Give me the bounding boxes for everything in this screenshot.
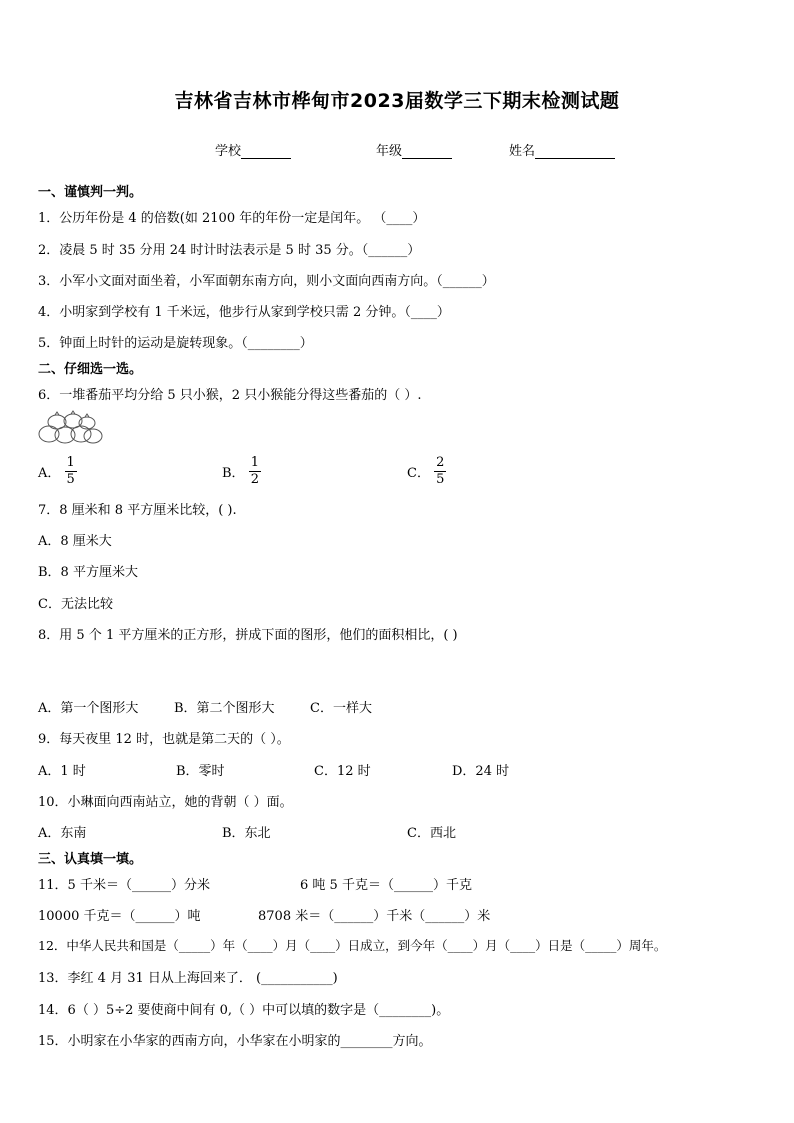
- fraction-numerator: 1: [66, 455, 75, 470]
- question-2: 2．凌晨 5 时 35 分用 24 时计时法表示是 5 时 35 分。（______）: [38, 243, 421, 258]
- question-8: 8．用 5 个 1 平方厘米的正方形，拼成下面的图形，他们的面积相比，( ): [38, 628, 458, 643]
- q6-option-b-fraction: [249, 455, 261, 488]
- fraction-denominator: 5: [66, 472, 75, 487]
- name-blank: [535, 144, 615, 159]
- q6-option-a-fraction: [65, 455, 77, 488]
- question-6: 6．一堆番茄平均分给 5 只小猴，2 只小猴能分得这些番茄的（ ）.: [38, 388, 422, 403]
- grade-label: 年级: [376, 144, 403, 159]
- q6-option-a-label: A．: [38, 466, 61, 481]
- question-3: 3．小军小文面对面坐着，小军面朝东南方向，则小文面向西南方向。（______）: [38, 274, 495, 289]
- q6-option-b: [222, 455, 261, 488]
- q7-option-a: A．8 厘米大: [38, 534, 112, 549]
- question-9: 9．每天夜里 12 时，也就是第二天的（ ）。: [38, 732, 290, 747]
- question-12: 12．中华人民共和国是（_____）年（____）月（____）日成立，到今年（____）月（____）日是（_____）周年。: [38, 938, 667, 953]
- q8-option-c: C．一样大: [310, 701, 372, 716]
- q10-option-a: A．东南: [38, 826, 87, 841]
- question-11-part-a: 11．5 千米＝（______）分米: [38, 878, 210, 893]
- section-heading-2: 二、仔细选一选。: [38, 362, 143, 377]
- tomatoes-image: [35, 408, 105, 448]
- q6-option-c: [407, 455, 446, 488]
- q6-option-c-label: C．: [407, 466, 430, 481]
- question-11-part-b: 6 吨 5 千克＝（______）千克: [300, 878, 472, 893]
- grade-field: [376, 140, 452, 159]
- q9-option-a: A．1 时: [38, 764, 86, 779]
- question-4: 4．小明家到学校有 1 千米远，他步行从家到学校只需 2 分钟。（____）: [38, 305, 450, 320]
- q10-option-b: B．东北: [222, 826, 271, 841]
- q9-option-c: C．12 时: [314, 764, 371, 779]
- name-label: 姓名: [509, 144, 536, 159]
- q9-option-d: D．24 时: [452, 764, 510, 779]
- section-heading-1: 一、谨慎判一判。: [38, 185, 143, 200]
- question-11-part-d: 8708 米＝（______）千米（______）米: [258, 909, 491, 924]
- section-heading-3: 三、认真填一填。: [38, 852, 143, 867]
- name-field: [509, 140, 615, 159]
- q9-option-b: B．零时: [176, 764, 225, 779]
- q8-option-b: B．第二个图形大: [174, 701, 275, 716]
- fraction-denominator: 5: [436, 472, 445, 487]
- question-7: 7．8 厘米和 8 平方厘米比较，( ).: [38, 503, 237, 518]
- q8-option-a: A．第一个图形大: [38, 701, 139, 716]
- question-11-part-c: 10000 千克＝（______）吨: [38, 909, 201, 924]
- fraction-numerator: 2: [436, 455, 445, 470]
- school-field: [215, 140, 291, 159]
- school-label: 学校: [215, 144, 242, 159]
- fraction-numerator: 1: [250, 455, 259, 470]
- question-10: 10．小琳面向西南站立，她的背朝（ ）面。: [38, 795, 293, 810]
- q6-option-b-label: B．: [222, 466, 245, 481]
- q6-option-a: [38, 455, 77, 488]
- q7-option-c: C．无法比较: [38, 597, 113, 612]
- question-15: 15．小明家在小华家的西南方向，小华家在小明家的________方向。: [38, 1034, 432, 1049]
- q7-option-b: B．8 平方厘米大: [38, 565, 138, 580]
- question-14: 14．6（ ）5÷2 要使商中间有 0,（ ）中可以填的数字是（________)。: [38, 1003, 450, 1018]
- question-5: 5．钟面上时针的运动是旋转现象。（________）: [38, 336, 313, 351]
- q10-option-c: C．西北: [407, 826, 456, 841]
- q6-option-c-fraction: [434, 455, 446, 488]
- question-13: 13．李红 4 月 31 日从上海回来了． (___________): [38, 971, 338, 986]
- grade-blank: [402, 144, 452, 159]
- fraction-denominator: 2: [250, 472, 259, 487]
- question-1: 1．公历年份是 4 的倍数(如 2100 年的年份一定是闰年。 （____）: [38, 211, 426, 226]
- school-blank: [241, 144, 291, 159]
- page-title: 吉林省吉林市桦甸市2023届数学三下期末检测试题: [174, 90, 620, 112]
